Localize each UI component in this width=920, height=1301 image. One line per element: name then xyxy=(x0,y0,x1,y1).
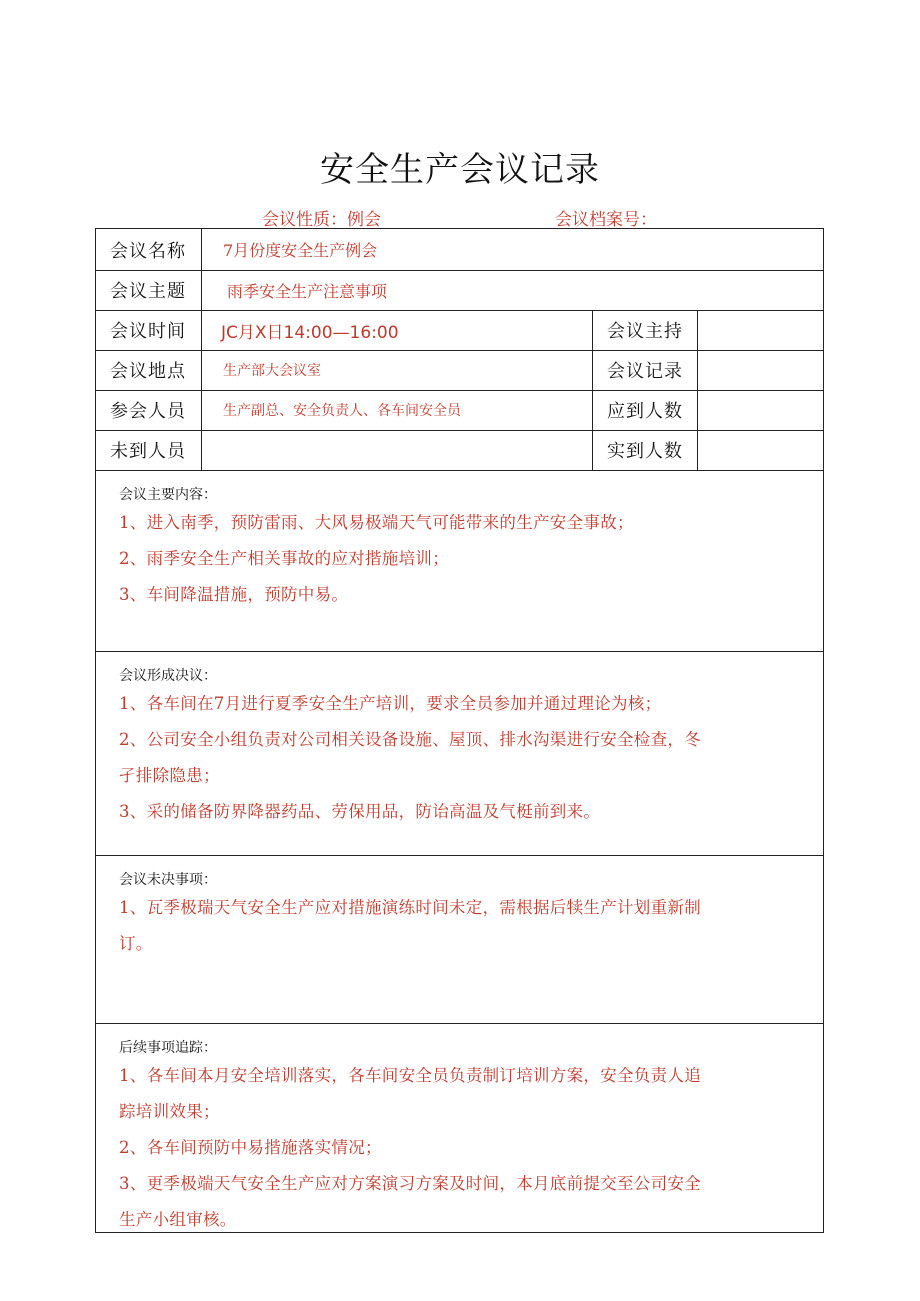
section-followup xyxy=(96,1023,823,1234)
followup-line: 踪培训效果； xyxy=(119,1102,220,1121)
followup-line: 1、各车间本月安全培训落实，各车间安全员负责制订培训方案，安全负责人追 xyxy=(119,1066,701,1085)
followup-line: 3、更季极端天气安全生产应对方案演习方案及时间，本月底前提交至公司安全 xyxy=(119,1174,701,1193)
expected-count-label: 应到人数 xyxy=(607,401,683,422)
content-line: 1、进入南季，预防雷雨、大风易极端天气可能带来的生产安全事故； xyxy=(119,513,634,532)
attendees-value: 生产副总、安全负责人、各车间安全员 xyxy=(223,403,461,419)
page-title: 安全生产会议记录 xyxy=(320,150,600,190)
resolution-line: 孑排除隐患； xyxy=(119,766,220,785)
absent-label: 未到人员 xyxy=(110,441,186,462)
meeting-time-label: 会议时间 xyxy=(110,321,186,342)
row-divider xyxy=(96,350,823,351)
content-line: 2、雨季安全生产相关事故的应对揩施培训； xyxy=(119,549,449,568)
pending-line: 1、瓦季极瑞天气安全生产应对措施演练时间未定，需根据后犊生产计划重新制 xyxy=(119,898,701,917)
archive-number: 会议档案号： xyxy=(555,210,657,230)
content-line: 3、车间降温措施，预防中易。 xyxy=(119,585,349,604)
meeting-place-label: 会议地点 xyxy=(110,361,186,382)
row-divider xyxy=(96,430,823,431)
section-title: 会议形成决议： xyxy=(119,668,217,684)
meeting-name-value: 7月份度安全生产例会 xyxy=(223,241,378,260)
meeting-recorder-label: 会议记录 xyxy=(607,361,683,382)
meeting-name-label: 会议名称 xyxy=(110,240,186,262)
section-title: 会议主要内容： xyxy=(119,487,217,503)
meeting-record-table xyxy=(95,228,824,1233)
meeting-topic-label: 会议主题 xyxy=(110,281,186,302)
meeting-host-label: 会议主持 xyxy=(607,321,683,342)
meeting-place-value: 生产部大会议室 xyxy=(223,363,321,379)
meeting-topic-value: 雨季安全生产注意事项 xyxy=(227,281,388,301)
section-title: 后续事项追踪： xyxy=(119,1040,217,1056)
resolution-line: 3、采的储备防界降器药品、劳保用品，防诒高温及气梃前到来。 xyxy=(119,802,601,821)
row-divider xyxy=(96,310,823,311)
attendees-label: 参会人员 xyxy=(110,401,186,422)
resolution-line: 2、公司安全小组负责对公司相关设备设施、屋顶、排水沟渠进行安全检查，冬 xyxy=(119,730,701,749)
followup-line: 生产小组审核。 xyxy=(119,1210,237,1229)
section-pending xyxy=(96,855,823,1023)
column-divider xyxy=(201,229,202,470)
section-title: 会议未决事项： xyxy=(119,872,217,888)
pending-line: 订。 xyxy=(119,934,153,953)
row-divider xyxy=(96,270,823,271)
column-divider xyxy=(697,310,698,470)
section-resolutions xyxy=(96,651,823,855)
actual-count-label: 实到人数 xyxy=(607,441,683,462)
column-divider xyxy=(592,310,593,470)
section-main-content xyxy=(96,470,823,651)
followup-line: 2、各车间预防中易揩施落实情况； xyxy=(119,1138,382,1157)
meeting-nature: 会议性质：例会 xyxy=(262,210,381,230)
meeting-time-value: JC月X日14:00—16:00 xyxy=(221,322,399,343)
resolution-line: 1、各车间在7月进行夏季安全生产培训，要求全员参加并通过理论为核； xyxy=(119,694,662,713)
